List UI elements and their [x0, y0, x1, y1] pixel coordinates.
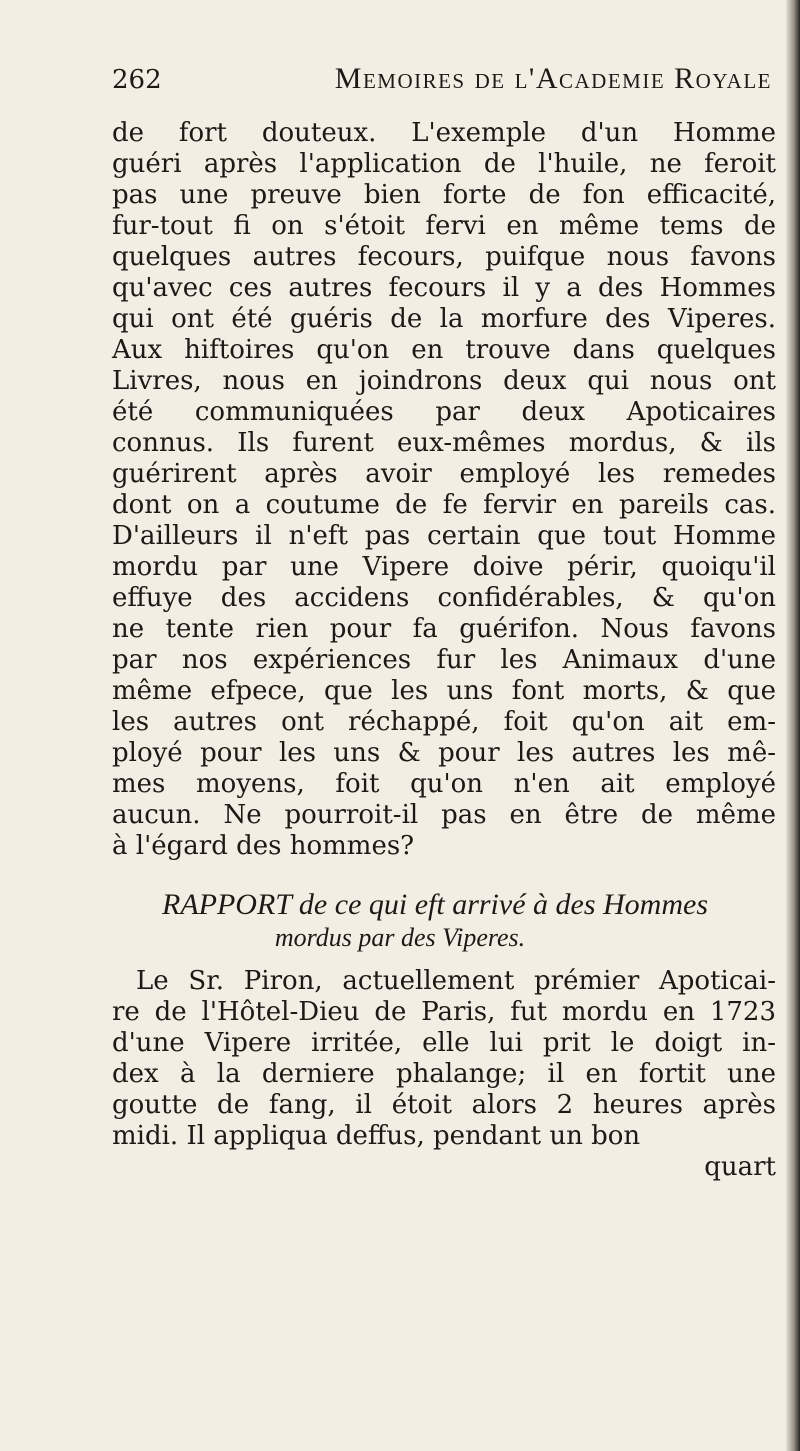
- text-line: d'une Vipere irritée, elle lui prit le doigt in-: [112, 1028, 776, 1058]
- text-line: qu'avec ces autres fecours il y a des Hommes: [112, 273, 776, 303]
- text-line: par nos expériences fur les Animaux d'une: [112, 645, 776, 675]
- text-line: guérirent après avoir employé les remedes: [112, 459, 776, 489]
- page-edge-shadow: [786, 0, 800, 1451]
- text-line: aucun. Ne pourroit-il pas en être de même: [112, 800, 776, 830]
- text-line: fur-tout fi on s'étoit fervi en même tems de: [112, 211, 776, 241]
- section-title: [0, 888, 800, 954]
- section-title-line-2: mordus par des Viperes.: [274, 923, 526, 952]
- text-line: connus. Ils furent eux-mêmes mordus, & ils: [112, 428, 776, 458]
- text-line: Le Sr. Piron, actuellement prémier Apoticai-: [136, 966, 776, 996]
- text-line: même efpece, que les uns font morts, & que: [112, 676, 776, 706]
- text-line: ployé pour les uns & pour les autres les mê-: [112, 738, 776, 768]
- text-line: dex à la derniere phalange; il en fortit une: [112, 1059, 776, 1089]
- page-header: [112, 62, 772, 96]
- text-line: été communiquées par deux Apoticaires: [112, 397, 776, 427]
- running-title: Memoires de l'Academie Royale: [334, 62, 772, 95]
- text-line: pas une preuve bien forte de fon efficacité,: [112, 180, 776, 210]
- text-line: goutte de fang, il étoit alors 2 heures après: [112, 1090, 776, 1120]
- text-line: de fort douteux. L'exemple d'un Homme: [112, 118, 776, 148]
- paragraph-main: [112, 118, 776, 862]
- paragraph-report: [112, 966, 776, 1152]
- text-line: dont on a coutume de fe fervir en pareils cas.: [112, 490, 776, 520]
- catchword: quart: [704, 1152, 776, 1182]
- text-line: mordu par une Vipere doive périr, quoiqu'il: [112, 552, 776, 582]
- page-number: 262: [112, 65, 162, 95]
- text-line: Aux hiftoires qu'on en trouve dans quelques: [112, 335, 776, 365]
- text-line: midi. Il appliqua deffus, pendant un bon: [112, 1121, 641, 1151]
- text-line: re de l'Hôtel-Dieu de Paris, fut mordu en 1723: [112, 997, 776, 1027]
- text-line: à l'égard des hommes?: [112, 831, 415, 861]
- text-line: effuye des accidens confidérables, & qu'on: [112, 583, 776, 613]
- text-line: les autres ont réchappé, foit qu'on ait em-: [112, 707, 776, 737]
- catchword-block: [112, 1152, 776, 1183]
- text-line: guéri après l'application de l'huile, ne feroit: [112, 149, 776, 179]
- text-line: D'ailleurs il n'eft pas certain que tout Homme: [112, 521, 776, 551]
- text-line: ne tente rien pour fa guérifon. Nous favons: [112, 614, 776, 644]
- text-line: quelques autres fecours, puifque nous favons: [112, 242, 776, 272]
- text-line: Livres, nous en joindrons deux qui nous ont: [112, 366, 776, 396]
- section-title-line-1: RAPPORT de ce qui eft arrivé à des Hommes: [162, 888, 708, 921]
- text-line: mes moyens, foit qu'on n'en ait employé: [112, 769, 776, 799]
- text-line: qui ont été guéris de la morfure des Viperes.: [112, 304, 776, 334]
